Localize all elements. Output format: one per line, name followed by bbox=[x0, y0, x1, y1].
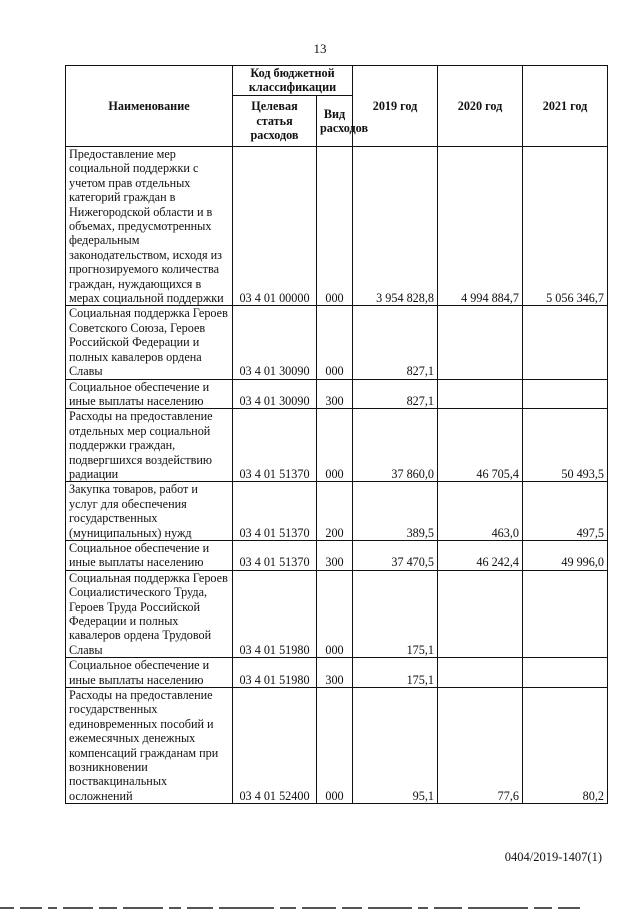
row-value-2019: 37 860,0 bbox=[353, 409, 438, 482]
row-expense-kind: 000 bbox=[317, 147, 353, 306]
row-value-2019: 827,1 bbox=[353, 379, 438, 409]
row-value-2019: 175,1 bbox=[353, 658, 438, 688]
header-code-group: Код бюджетной классификации bbox=[233, 66, 353, 96]
table-row bbox=[66, 688, 608, 804]
row-value-2021: 50 493,5 bbox=[523, 409, 608, 482]
row-value-2020 bbox=[438, 379, 523, 409]
page-number: 13 bbox=[313, 41, 327, 56]
row-target-code: 03 4 01 51370 bbox=[233, 482, 317, 541]
row-name: Социальная поддержка Героев Социалистического Труда, Героев Труда Российской Федерации и полных кавалеров ордена Трудовой Славы bbox=[66, 570, 233, 657]
header-target-article: Целевая статья расходов bbox=[233, 95, 317, 146]
row-expense-kind: 000 bbox=[317, 570, 353, 657]
row-value-2020: 46 705,4 bbox=[438, 409, 523, 482]
row-target-code: 03 4 01 00000 bbox=[233, 147, 317, 306]
row-value-2019: 389,5 bbox=[353, 482, 438, 541]
row-expense-kind: 300 bbox=[317, 379, 353, 409]
table-row bbox=[66, 540, 608, 570]
row-value-2019: 175,1 bbox=[353, 570, 438, 657]
row-value-2021: 80,2 bbox=[523, 688, 608, 804]
row-value-2020 bbox=[438, 570, 523, 657]
row-target-code: 03 4 01 51980 bbox=[233, 658, 317, 688]
header-2019: 2019 год bbox=[353, 66, 438, 147]
row-name: Социальное обеспечение и иные выплаты населению bbox=[66, 379, 233, 409]
header-2020: 2020 год bbox=[438, 66, 523, 147]
table-row bbox=[66, 306, 608, 379]
row-expense-kind: 000 bbox=[317, 688, 353, 804]
row-value-2021: 5 056 346,7 bbox=[523, 147, 608, 306]
row-target-code: 03 4 01 51370 bbox=[233, 409, 317, 482]
row-value-2020: 77,6 bbox=[438, 688, 523, 804]
table-row bbox=[66, 658, 608, 688]
row-target-code: 03 4 01 52400 bbox=[233, 688, 317, 804]
table-row bbox=[66, 147, 608, 306]
row-name: Социальная поддержка Героев Советского Союза, Героев Российской Федерации и полных кавалеров ордена Славы bbox=[66, 306, 233, 379]
row-name: Социальное обеспечение и иные выплаты населению bbox=[66, 658, 233, 688]
row-value-2021 bbox=[523, 658, 608, 688]
row-name: Закупка товаров, работ и услуг для обеспечения государственных (муниципальных) нужд bbox=[66, 482, 233, 541]
row-name: Предоставление мер социальной поддержки с учетом прав отдельных категорий граждан в Нижегородской области и в объемах, предусмотренных федеральным законодательством, исходя из прогнозируемого количества граждан, нуждающихся в мерах социальной поддержки bbox=[66, 147, 233, 306]
row-value-2020 bbox=[438, 658, 523, 688]
row-value-2021: 49 996,0 bbox=[523, 540, 608, 570]
row-value-2021: 497,5 bbox=[523, 482, 608, 541]
table-header-row bbox=[66, 66, 608, 96]
row-value-2021 bbox=[523, 379, 608, 409]
row-expense-kind: 200 bbox=[317, 482, 353, 541]
row-name: Социальное обеспечение и иные выплаты населению bbox=[66, 540, 233, 570]
row-target-code: 03 4 01 30090 bbox=[233, 306, 317, 379]
row-target-code: 03 4 01 30090 bbox=[233, 379, 317, 409]
header-expense-kind: Вид расходов bbox=[317, 95, 353, 146]
row-value-2021 bbox=[523, 306, 608, 379]
row-name: Расходы на предоставление государственных единовременных пособий и ежемесячных денежных компенсаций гражданам при возникновении поствакцинальных осложнений bbox=[66, 688, 233, 804]
row-expense-kind: 000 bbox=[317, 306, 353, 379]
row-target-code: 03 4 01 51980 bbox=[233, 570, 317, 657]
budget-table bbox=[65, 65, 608, 804]
table-row bbox=[66, 570, 608, 657]
table-row bbox=[66, 409, 608, 482]
row-value-2020: 4 994 884,7 bbox=[438, 147, 523, 306]
row-value-2020: 463,0 bbox=[438, 482, 523, 541]
row-value-2021 bbox=[523, 570, 608, 657]
row-value-2020 bbox=[438, 306, 523, 379]
row-value-2019: 95,1 bbox=[353, 688, 438, 804]
row-value-2019: 37 470,5 bbox=[353, 540, 438, 570]
row-value-2019: 827,1 bbox=[353, 306, 438, 379]
table-row bbox=[66, 379, 608, 409]
row-expense-kind: 300 bbox=[317, 658, 353, 688]
document-id: 0404/2019-1407(1) bbox=[504, 850, 602, 864]
row-expense-kind: 300 bbox=[317, 540, 353, 570]
row-target-code: 03 4 01 51370 bbox=[233, 540, 317, 570]
row-value-2020: 46 242,4 bbox=[438, 540, 523, 570]
row-expense-kind: 000 bbox=[317, 409, 353, 482]
header-2021: 2021 год bbox=[523, 66, 608, 147]
row-name: Расходы на предоставление отдельных мер социальной поддержки граждан, подвергшихся воздействию радиации bbox=[66, 409, 233, 482]
row-value-2019: 3 954 828,8 bbox=[353, 147, 438, 306]
header-name: Наименование bbox=[66, 66, 233, 147]
scan-edge-artifact bbox=[0, 899, 640, 905]
table-row bbox=[66, 482, 608, 541]
